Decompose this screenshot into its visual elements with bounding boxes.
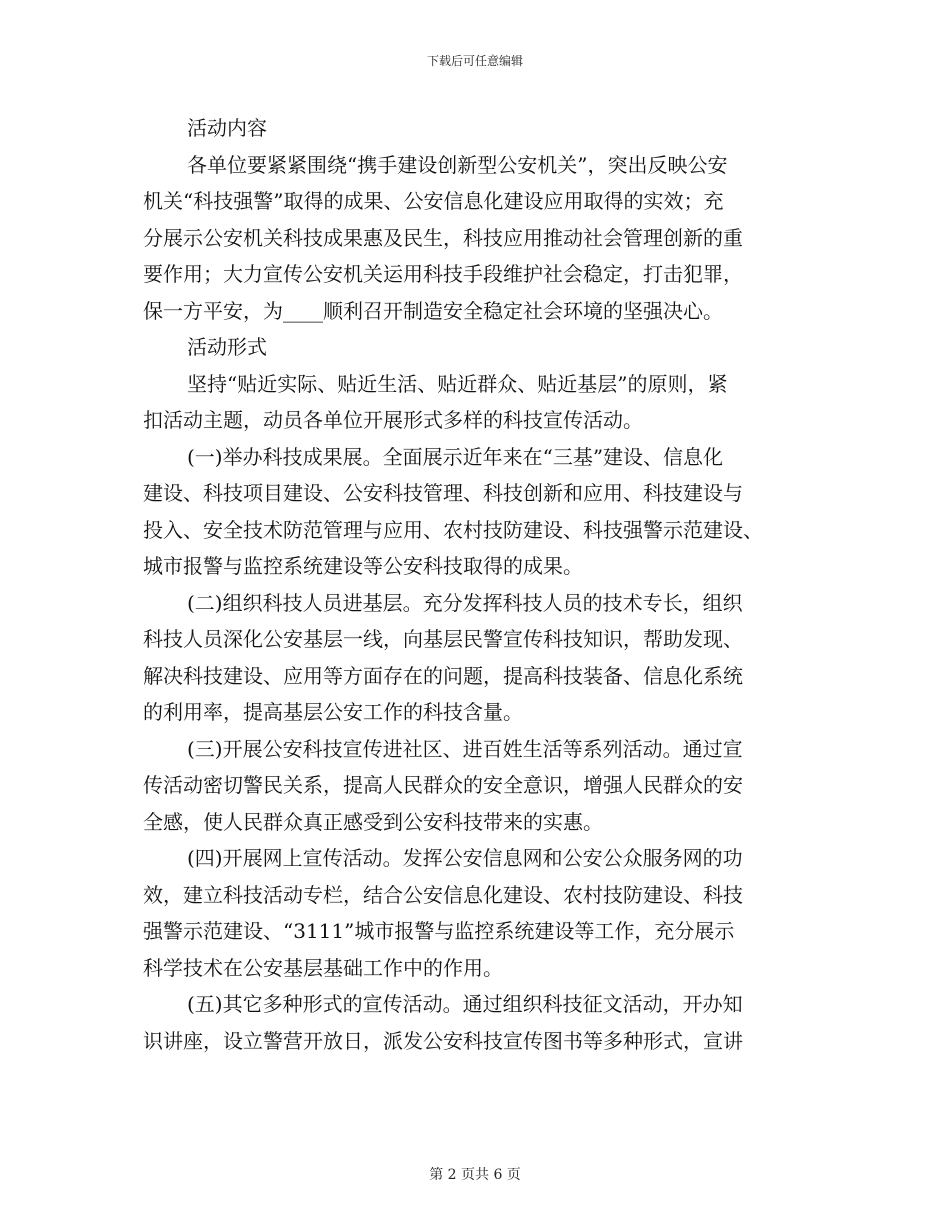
text-line: 坚持“贴近实际、贴近生活、贴近群众、贴近基层”的原则，紧 [187,371,728,396]
paragraph [143,110,803,147]
text-line: 全感，使人民群众真正感受到公安科技带来的实惠。 [143,809,603,834]
text-line: 科学技术在公安基层基础工作中的作用。 [143,955,503,980]
paragraph [143,986,803,1059]
page-footer: 第 2 页共 6 页 [429,1167,521,1183]
text-line: (五)其它多种形式的宣传活动。通过组织科技征文活动，开办知 [187,992,743,1016]
text-line: 强警示范建设、“3111”城市报警与监控系统建设等工作，充分展示 [143,919,735,943]
text-line: 解决科技建设、应用等方面存在的问题，提高科技装备、信息化系统 [143,663,743,688]
paragraph [143,840,803,986]
text-line: (二)组织科技人员进基层。充分发挥科技人员的技术专长，组织 [187,590,743,615]
text-line: (一)举办科技成果展。全面展示近年来在“三基”建设、信息化 [187,444,724,469]
text-line: (四)开展网上宣传活动。发挥公安信息网和公安公众服务网的功 [187,846,743,870]
paragraph [143,439,803,585]
text-line: 传活动密切警民关系，提高人民群众的安全意识，增强人民群众的安 [143,773,743,797]
text-line: 保一方平安，为____顺利召开制造安全稳定社会环境的坚强决心。 [143,298,723,323]
text-line: 活动形式 [187,335,267,359]
text-line: 扣活动主题，动员各单位开展形式多样的科技宣传活动。 [143,408,643,432]
paragraph [143,329,803,366]
text-line: 城市报警与监控系统建设等公安科技取得的成果。 [143,554,583,578]
text-line: (三)开展公安科技宣传进社区、进百姓生活等系列活动。通过宣 [187,736,743,761]
text-line: 机关“科技强警”取得的成果、公安信息化建设应用取得的实效；充 [143,189,724,213]
text-line: 各单位要紧紧围绕“携手建设创新型公安机关”，突出反映公安 [187,152,728,177]
text-line: 活动内容 [187,116,267,140]
text-line: 的利用率，提高基层公安工作的科技含量。 [143,700,523,724]
text-line: 科技人员深化公安基层一线，向基层民警宣传科技知识，帮助发现、 [143,627,743,651]
text-line: 效，建立科技活动专栏，结合公安信息化建设、农村技防建设、科技 [143,882,743,907]
text-line: 识讲座，设立警营开放日，派发公安科技宣传图书等多种形式，宣讲 [143,1028,743,1053]
text-line: 分展示公安机关科技成果惠及民生，科技应用推动社会管理创新的重 [143,225,743,250]
text-line: 投入、安全技术防范管理与应用、农村技防建设、科技强警示范建设、 [143,517,763,542]
paragraph [143,585,803,731]
paragraph [143,731,803,841]
paragraph [143,147,803,330]
text-line: 建设、科技项目建设、公安科技管理、科技创新和应用、科技建设与 [143,481,743,505]
paragraph [143,366,803,439]
document-body [143,110,803,1059]
text-line: 要作用；大力宣传公安机关运用科技手段维护社会稳定，打击犯罪， [143,262,743,286]
page-header: 下载后可任意编辑 [426,54,523,68]
